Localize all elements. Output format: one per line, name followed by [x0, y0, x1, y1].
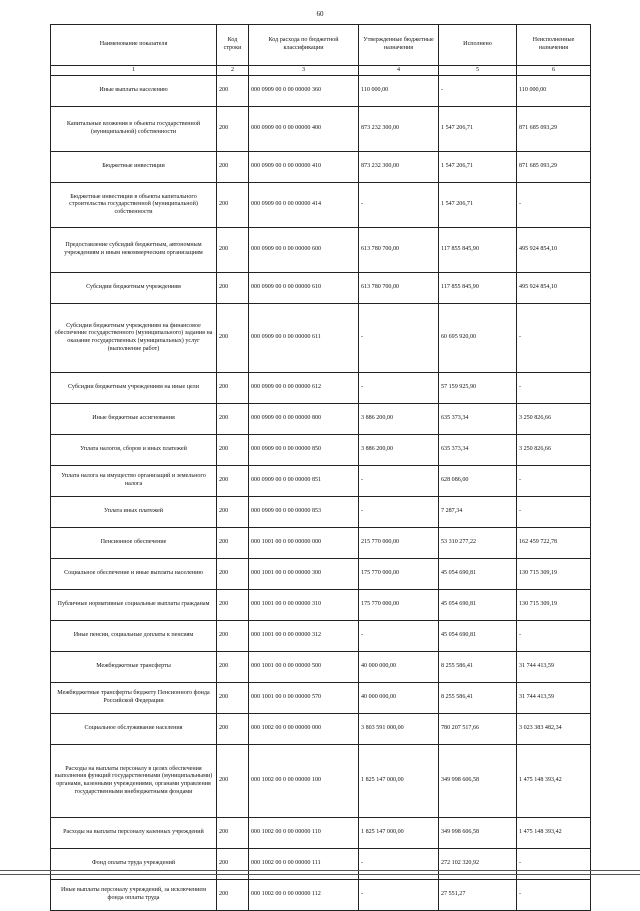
- column-number: 3: [249, 66, 359, 76]
- table-row: [51, 107, 591, 152]
- table-row: [51, 559, 591, 590]
- row-name-cell: Пенсионное обеспечение: [51, 528, 217, 559]
- row-approved-cell: 175 770 000,00: [359, 590, 439, 621]
- table-row: [51, 497, 591, 528]
- row-name-cell: Субсидии бюджетным учреждениям: [51, 273, 217, 304]
- table-row: [51, 621, 591, 652]
- row-executed-cell: 53 310 277,22: [439, 528, 517, 559]
- row-classification-cell: 000 0909 00 0 00 00000 800: [249, 404, 359, 435]
- row-approved-cell: 613 780 700,00: [359, 228, 439, 273]
- row-approved-cell: 1 825 147 000,00: [359, 818, 439, 849]
- row-code-cell: 200: [217, 559, 249, 590]
- row-approved-cell: 175 770 000,00: [359, 559, 439, 590]
- table-row: [51, 435, 591, 466]
- row-code-cell: 200: [217, 304, 249, 373]
- row-approved-cell: -: [359, 304, 439, 373]
- table-row: [51, 528, 591, 559]
- row-executed-cell: 117 855 845,90: [439, 273, 517, 304]
- table-row: [51, 76, 591, 107]
- row-unexecuted-cell: -: [517, 466, 591, 497]
- table-row: [51, 880, 591, 911]
- row-classification-cell: 000 1002 00 0 00 00000 000: [249, 714, 359, 745]
- row-name-cell: Уплата налогов, сборов и иных платежей: [51, 435, 217, 466]
- row-unexecuted-cell: -: [517, 373, 591, 404]
- row-code-cell: 200: [217, 714, 249, 745]
- row-unexecuted-cell: 1 475 148 393,42: [517, 745, 591, 818]
- row-executed-cell: 8 255 586,41: [439, 652, 517, 683]
- row-code-cell: 200: [217, 818, 249, 849]
- table-row: [51, 304, 591, 373]
- row-executed-cell: 57 159 925,90: [439, 373, 517, 404]
- row-unexecuted-cell: -: [517, 849, 591, 880]
- row-classification-cell: 000 0909 00 0 00 00000 400: [249, 107, 359, 152]
- row-unexecuted-cell: 3 023 383 482,34: [517, 714, 591, 745]
- row-classification-cell: 000 0909 00 0 00 00000 853: [249, 497, 359, 528]
- page-bottom-rule: [0, 874, 640, 875]
- row-unexecuted-cell: 871 685 093,29: [517, 152, 591, 183]
- row-executed-cell: 1 547 206,71: [439, 107, 517, 152]
- row-code-cell: 200: [217, 497, 249, 528]
- header-name: Наименование показателя: [51, 25, 217, 66]
- table-row: [51, 373, 591, 404]
- row-code-cell: 200: [217, 466, 249, 497]
- row-executed-cell: 635 373,34: [439, 404, 517, 435]
- row-code-cell: 200: [217, 273, 249, 304]
- row-approved-cell: -: [359, 621, 439, 652]
- table-row: [51, 590, 591, 621]
- row-executed-cell: -: [439, 76, 517, 107]
- row-executed-cell: 117 855 845,90: [439, 228, 517, 273]
- row-unexecuted-cell: 871 685 093,29: [517, 107, 591, 152]
- row-executed-cell: 60 695 920,00: [439, 304, 517, 373]
- row-approved-cell: -: [359, 183, 439, 228]
- row-name-cell: Иные выплаты населению: [51, 76, 217, 107]
- column-number-row: [51, 66, 591, 76]
- header-executed: Исполнено: [439, 25, 517, 66]
- row-executed-cell: 27 551,27: [439, 880, 517, 911]
- row-executed-cell: 1 547 206,71: [439, 152, 517, 183]
- row-code-cell: 200: [217, 404, 249, 435]
- row-name-cell: Межбюджетные трансферты бюджету Пенсионного фонда Российской Федерации: [51, 683, 217, 714]
- row-approved-cell: 40 000 000,00: [359, 683, 439, 714]
- row-executed-cell: 45 054 690,81: [439, 559, 517, 590]
- row-executed-cell: 45 054 690,81: [439, 621, 517, 652]
- row-classification-cell: 000 0909 00 0 00 00000 612: [249, 373, 359, 404]
- row-name-cell: Бюджетные инвестиции в объекты капитального строительства государственной (муниципальной) собственности: [51, 183, 217, 228]
- row-name-cell: Социальное обслуживание населения: [51, 714, 217, 745]
- row-unexecuted-cell: -: [517, 304, 591, 373]
- header-code: Код строки: [217, 25, 249, 66]
- row-code-cell: 200: [217, 880, 249, 911]
- row-approved-cell: -: [359, 880, 439, 911]
- row-executed-cell: 780 207 517,66: [439, 714, 517, 745]
- table-row: [51, 466, 591, 497]
- row-approved-cell: -: [359, 373, 439, 404]
- page-bottom-rule: [0, 870, 640, 871]
- table-row: [51, 152, 591, 183]
- row-approved-cell: 110 000,00: [359, 76, 439, 107]
- row-name-cell: Субсидии бюджетным учреждениям на финансовое обеспечение государственного (муниципального) задания на оказание государственных (муниципальных) услуг (выполнение работ): [51, 304, 217, 373]
- row-name-cell: Социальное обеспечение и иные выплаты населению: [51, 559, 217, 590]
- row-name-cell: Расходы на выплаты персоналу в целях обеспечения выполнения функций государственными (муниципальными) органами, казенными учреждениями, органами управления государственными внебюджетными фондами: [51, 745, 217, 818]
- row-code-cell: 200: [217, 652, 249, 683]
- row-classification-cell: 000 0909 00 0 00 00000 611: [249, 304, 359, 373]
- row-executed-cell: 8 255 586,41: [439, 683, 517, 714]
- column-number: 5: [439, 66, 517, 76]
- row-name-cell: Уплата иных платежей: [51, 497, 217, 528]
- header-unexecuted: Неисполненные назначения: [517, 25, 591, 66]
- budget-execution-table: [50, 24, 591, 911]
- table-row: [51, 228, 591, 273]
- row-code-cell: 200: [217, 849, 249, 880]
- row-code-cell: 200: [217, 76, 249, 107]
- row-approved-cell: 873 232 300,00: [359, 152, 439, 183]
- row-name-cell: Капитальные вложения в объекты государственной (муниципальной) собственности: [51, 107, 217, 152]
- row-classification-cell: 000 1001 00 0 00 00000 570: [249, 683, 359, 714]
- row-approved-cell: 3 886 200,00: [359, 435, 439, 466]
- row-approved-cell: 40 000 000,00: [359, 652, 439, 683]
- row-executed-cell: 349 998 606,58: [439, 818, 517, 849]
- row-name-cell: Иные бюджетные ассигнования: [51, 404, 217, 435]
- row-classification-cell: 000 0909 00 0 00 00000 600: [249, 228, 359, 273]
- table-row: [51, 404, 591, 435]
- row-unexecuted-cell: 31 744 413,59: [517, 683, 591, 714]
- row-unexecuted-cell: -: [517, 880, 591, 911]
- row-approved-cell: -: [359, 849, 439, 880]
- row-unexecuted-cell: -: [517, 183, 591, 228]
- row-code-cell: 200: [217, 590, 249, 621]
- row-name-cell: Публичные нормативные социальные выплаты гражданам: [51, 590, 217, 621]
- table-row: [51, 683, 591, 714]
- row-name-cell: Иные пенсии, социальные доплаты к пенсиям: [51, 621, 217, 652]
- row-approved-cell: 3 803 591 000,00: [359, 714, 439, 745]
- row-approved-cell: 215 770 000,00: [359, 528, 439, 559]
- row-classification-cell: 000 0909 00 0 00 00000 360: [249, 76, 359, 107]
- row-name-cell: Субсидии бюджетным учреждениям на иные цели: [51, 373, 217, 404]
- row-code-cell: 200: [217, 528, 249, 559]
- row-name-cell: Расходы на выплаты персоналу казенных учреждений: [51, 818, 217, 849]
- row-code-cell: 200: [217, 373, 249, 404]
- row-code-cell: 200: [217, 183, 249, 228]
- row-unexecuted-cell: 495 924 854,10: [517, 228, 591, 273]
- row-code-cell: 200: [217, 621, 249, 652]
- row-unexecuted-cell: 110 000,00: [517, 76, 591, 107]
- row-classification-cell: 000 0909 00 0 00 00000 610: [249, 273, 359, 304]
- row-unexecuted-cell: -: [517, 621, 591, 652]
- row-name-cell: Предоставление субсидий бюджетным, автономным учреждениям и иным некоммерческим организациям: [51, 228, 217, 273]
- row-approved-cell: -: [359, 497, 439, 528]
- column-number: 2: [217, 66, 249, 76]
- row-classification-cell: 000 1001 00 0 00 00000 500: [249, 652, 359, 683]
- row-executed-cell: 7 287,34: [439, 497, 517, 528]
- row-executed-cell: 272 102 320,92: [439, 849, 517, 880]
- header-classification: Код расхода по бюджетной классификации: [249, 25, 359, 66]
- row-approved-cell: 613 780 700,00: [359, 273, 439, 304]
- row-classification-cell: 000 1002 00 0 00 00000 111: [249, 849, 359, 880]
- row-classification-cell: 000 1001 00 0 00 00000 310: [249, 590, 359, 621]
- column-number: 4: [359, 66, 439, 76]
- row-classification-cell: 000 0909 00 0 00 00000 410: [249, 152, 359, 183]
- row-classification-cell: 000 1001 00 0 00 00000 300: [249, 559, 359, 590]
- row-name-cell: Уплата налога на имущество организаций и земельного налога: [51, 466, 217, 497]
- row-name-cell: Фонд оплаты труда учреждений: [51, 849, 217, 880]
- row-unexecuted-cell: 31 744 413,59: [517, 652, 591, 683]
- row-classification-cell: 000 1001 00 0 00 00000 000: [249, 528, 359, 559]
- page-number: 60: [316, 10, 324, 18]
- row-executed-cell: 1 547 206,71: [439, 183, 517, 228]
- header-approved: Утвержденные бюджетные назначения: [359, 25, 439, 66]
- row-approved-cell: 873 232 300,00: [359, 107, 439, 152]
- row-code-cell: 200: [217, 152, 249, 183]
- row-code-cell: 200: [217, 228, 249, 273]
- row-unexecuted-cell: 162 459 722,78: [517, 528, 591, 559]
- row-name-cell: Иные выплаты персоналу учреждений, за исключением фонда оплаты труда: [51, 880, 217, 911]
- row-executed-cell: 349 998 606,58: [439, 745, 517, 818]
- row-classification-cell: 000 0909 00 0 00 00000 851: [249, 466, 359, 497]
- row-unexecuted-cell: 130 715 309,19: [517, 559, 591, 590]
- row-classification-cell: 000 0909 00 0 00 00000 850: [249, 435, 359, 466]
- table-row: [51, 652, 591, 683]
- row-name-cell: Бюджетные инвестиции: [51, 152, 217, 183]
- table-row: [51, 714, 591, 745]
- row-classification-cell: 000 1001 00 0 00 00000 312: [249, 621, 359, 652]
- row-code-cell: 200: [217, 683, 249, 714]
- row-approved-cell: -: [359, 466, 439, 497]
- row-approved-cell: 1 825 147 000,00: [359, 745, 439, 818]
- row-approved-cell: 3 886 200,00: [359, 404, 439, 435]
- row-executed-cell: 635 373,34: [439, 435, 517, 466]
- row-unexecuted-cell: 3 250 826,66: [517, 435, 591, 466]
- row-name-cell: Межбюджетные трансферты: [51, 652, 217, 683]
- table-row: [51, 183, 591, 228]
- table-row: [51, 745, 591, 818]
- row-classification-cell: 000 0909 00 0 00 00000 414: [249, 183, 359, 228]
- row-unexecuted-cell: 3 250 826,66: [517, 404, 591, 435]
- table-row: [51, 273, 591, 304]
- table-header-row: [51, 25, 591, 66]
- row-code-cell: 200: [217, 107, 249, 152]
- row-unexecuted-cell: 1 475 148 393,42: [517, 818, 591, 849]
- row-classification-cell: 000 1002 00 0 00 00000 112: [249, 880, 359, 911]
- row-classification-cell: 000 1002 00 0 00 00000 110: [249, 818, 359, 849]
- row-unexecuted-cell: -: [517, 497, 591, 528]
- column-number: 6: [517, 66, 591, 76]
- row-code-cell: 200: [217, 435, 249, 466]
- row-code-cell: 200: [217, 745, 249, 818]
- row-unexecuted-cell: 495 924 854,10: [517, 273, 591, 304]
- table-row: [51, 818, 591, 849]
- row-executed-cell: 628 086,00: [439, 466, 517, 497]
- row-unexecuted-cell: 130 715 309,19: [517, 590, 591, 621]
- row-executed-cell: 45 054 690,81: [439, 590, 517, 621]
- row-classification-cell: 000 1002 00 0 00 00000 100: [249, 745, 359, 818]
- column-number: 1: [51, 66, 217, 76]
